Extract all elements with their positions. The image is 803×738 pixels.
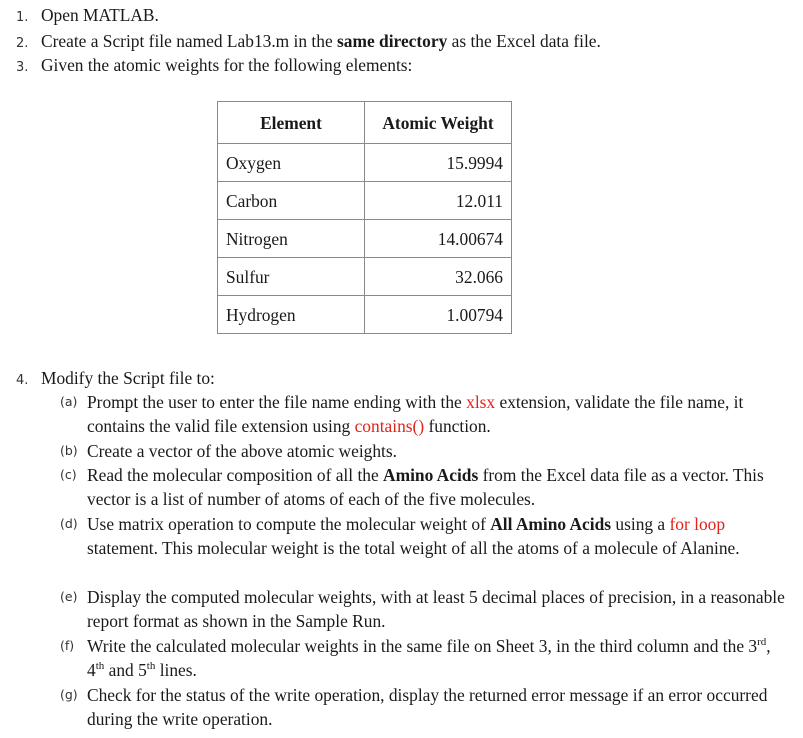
step-1 (16, 3, 159, 27)
table-row (218, 144, 512, 182)
substep-g (60, 683, 785, 731)
substep-text-part: Read the molecular composition of all the (87, 465, 384, 485)
substep-d (60, 512, 785, 560)
substep-text-part: Write the calculated molecular weights in the same file on Sheet 3, in the third column and the 3 (87, 636, 758, 656)
substep-text-part: Prompt the user to enter the file name ending with the (87, 392, 467, 412)
weight-cell: 15.9994 (365, 144, 512, 182)
ordinal-suffix: rd (757, 636, 767, 649)
table-row (218, 182, 512, 220)
substep-text-part: , 4 (87, 636, 771, 680)
substep-text-part: statement. This molecular weight is the total weight of all the atoms of a molecule of Alanine. (87, 538, 740, 558)
substep-label: (a) (60, 394, 78, 409)
substep-text-part: using a (611, 514, 670, 534)
step-text-part: as the Excel data file. (447, 31, 601, 51)
table-header-row (218, 102, 512, 144)
step-text (41, 29, 601, 53)
step-text-part: Create a Script file named Lab13.m in the (41, 31, 338, 51)
element-cell: Carbon (218, 182, 365, 220)
substep-text (87, 634, 785, 682)
substep-text-part: extension, validate the file name, it contains the valid file extension using (87, 392, 744, 436)
step-number: 4. (16, 373, 29, 388)
substep-text (87, 390, 785, 438)
atomic-weights-table (217, 101, 512, 334)
substep-label: (f) (60, 638, 75, 653)
ordinal-suffix: th (95, 660, 105, 673)
substep-label: (c) (60, 467, 77, 482)
element-cell: Nitrogen (218, 220, 365, 258)
substep-a (60, 390, 785, 438)
weight-cell: 14.00674 (365, 220, 512, 258)
highlight-text: for loop (669, 514, 726, 534)
element-cell: Oxygen (218, 144, 365, 182)
highlight-text: xlsx (466, 392, 496, 412)
substep-label: (e) (60, 589, 78, 604)
substep-text: Check for the status of the write operation, display the returned error message if an error occurred during the write operation. (87, 685, 768, 729)
weight-cell: 12.011 (365, 182, 512, 220)
ordinal-suffix: th (146, 660, 156, 673)
step-text: Given the atomic weights for the following elements: (41, 55, 413, 75)
substep-text-part: from the Excel data file as a vector. This vector is a list of number of atoms of each of the five molecules. (87, 465, 764, 509)
step-number: 2. (16, 36, 29, 51)
substep-text-part: lines. (155, 660, 197, 680)
substep-text-part: function. (424, 416, 491, 436)
step-number: 1. (16, 10, 29, 25)
substep-text: Create a vector of the above atomic weights. (87, 441, 398, 461)
step-text: Open MATLAB. (41, 5, 159, 25)
substep-f (60, 634, 785, 682)
substep-text (87, 512, 785, 560)
substep-text-part: and 5 (104, 660, 147, 680)
step-2 (16, 29, 601, 53)
substep-label: (g) (60, 687, 78, 702)
step-4 (16, 366, 215, 390)
substep-label: (d) (60, 516, 78, 531)
step-3 (16, 53, 413, 77)
table-row (218, 220, 512, 258)
table-row (218, 296, 512, 334)
emphasis-text: Amino Acids (383, 465, 479, 485)
substep-label: (b) (60, 443, 78, 458)
element-cell: Sulfur (218, 258, 365, 296)
step-text: Modify the Script file to: (41, 368, 215, 388)
weight-cell: 1.00794 (365, 296, 512, 334)
substep-text: Display the computed molecular weights, with at least 5 decimal places of precision, in a reasonable report format as shown in the Sample Run. (87, 587, 785, 631)
table-row (218, 258, 512, 296)
substep-e (60, 585, 785, 633)
step-number: 3. (16, 60, 29, 75)
substep-text-part: Use matrix operation to compute the molecular weight of (87, 514, 491, 534)
weight-cell: 32.066 (365, 258, 512, 296)
element-cell: Hydrogen (218, 296, 365, 334)
emphasis-text: same directory (337, 31, 448, 51)
column-header-element: Element (218, 102, 365, 144)
column-header-atomic-weight: Atomic Weight (365, 102, 512, 144)
emphasis-text: All Amino Acids (490, 514, 612, 534)
substep-text (87, 463, 785, 511)
substep-c (60, 463, 785, 511)
highlight-text: contains() (354, 416, 425, 436)
substep-b (60, 439, 785, 463)
